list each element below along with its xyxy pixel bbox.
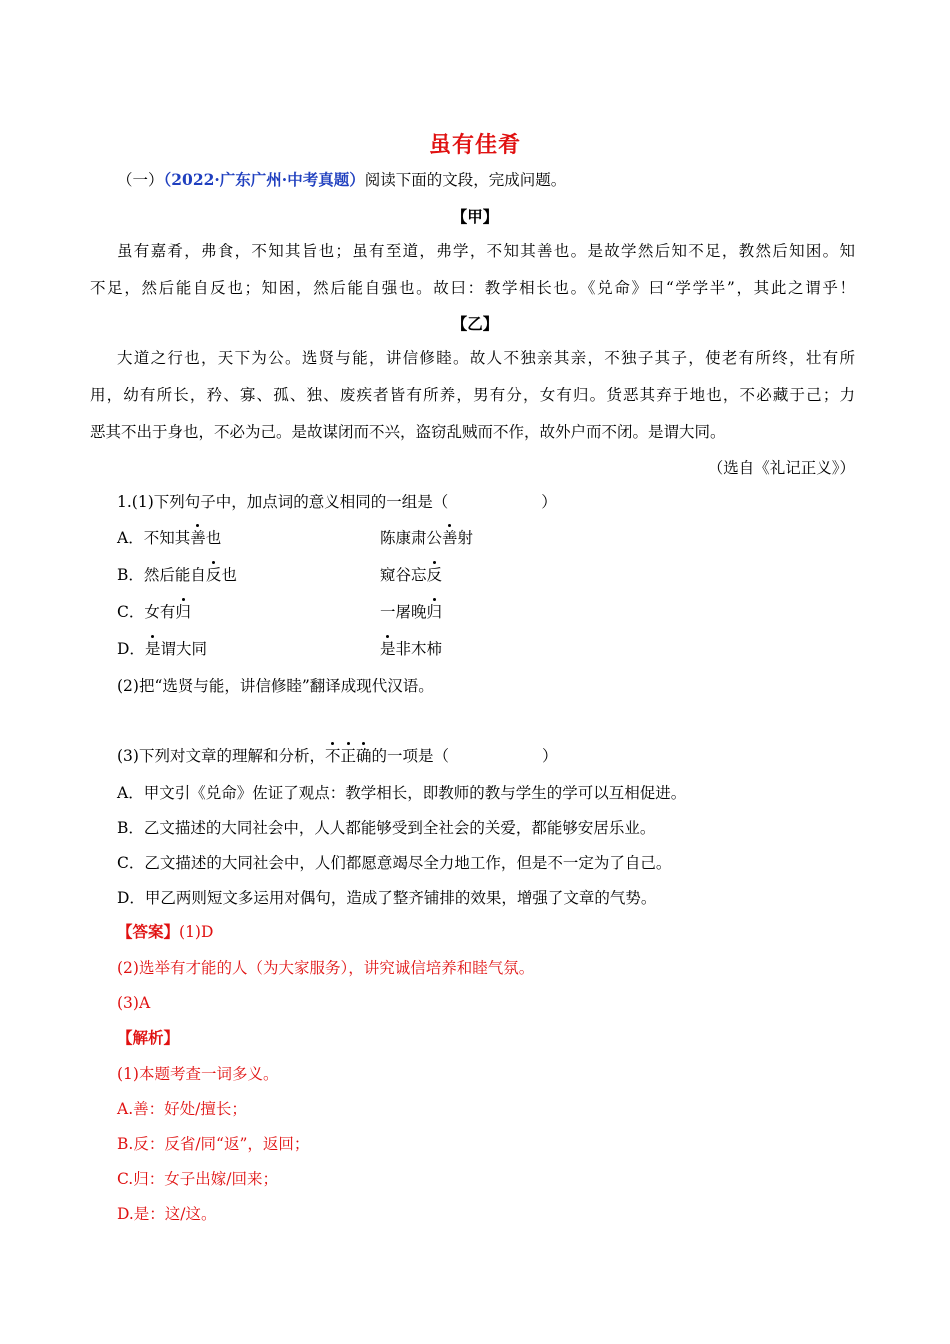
analysis-line: D.是：这/这。	[117, 1205, 217, 1223]
dotted-word: 善	[442, 529, 458, 547]
q3-option-b: B．乙文描述的大同社会中，人人都能够受到全社会的关爱，都能够安居乐业。	[117, 819, 656, 837]
option-c-compare	[380, 602, 442, 622]
dotted-word: 是	[144, 640, 161, 658]
yi-paragraph-line: 大道之行也，天下为公。选贤与能，讲信修睦。故人不独亲其亲，不独子其子，使老有所终，壮有所	[117, 349, 855, 367]
text-fragment: 也	[205, 529, 222, 547]
option-c	[117, 602, 191, 622]
text-fragment: 陈康肃公	[380, 529, 443, 547]
text-fragment: 非木柿	[395, 640, 443, 658]
answer-label: 【答案】	[117, 922, 180, 941]
dotted-word: 反	[205, 566, 222, 584]
text-fragment: D．	[117, 640, 145, 658]
analysis-line: A.善：好处/擅长；	[117, 1100, 247, 1118]
option-a-compare	[380, 528, 473, 548]
intro-text: 阅读下面的文段，完成问题。	[364, 171, 567, 189]
option-b	[117, 565, 237, 585]
page-title: 虽有佳肴	[428, 133, 521, 158]
jia-paragraph-line: 虽有嘉肴，弗食，不知其旨也；虽有至道，弗学，不知其善也。是故学然后知不足，教然后知困。知	[117, 242, 855, 260]
dotted-word: 善	[190, 529, 206, 547]
text-fragment: 窥谷忘	[380, 566, 427, 584]
dotted-word: 反	[426, 566, 443, 584]
q3-option-c: C．乙文描述的大同社会中，人们都愿意竭尽全力地工作，但是不一定为了自己。	[117, 854, 672, 872]
yi-paragraph-line: 用，幼有所长，矜、寡、孤、独、废疾者皆有所养，男有分，女有归。货恶其弃于地也，不必藏于己；力	[90, 386, 855, 404]
answer-2: (2)选举有才能的人（为大家服务），讲究诚信培养和睦气氛。	[117, 959, 535, 977]
text-fragment: 的一项是（ ）	[371, 747, 558, 765]
question-2-stem: (2)把“选贤与能，讲信修睦”翻译成现代汉语。	[117, 677, 434, 695]
text-fragment: 射	[457, 529, 474, 547]
dotted-word: 确	[356, 747, 372, 765]
dotted-word: 归	[175, 603, 191, 621]
text-fragment: A．不知其	[117, 529, 191, 547]
dotted-word: 不	[324, 747, 341, 765]
analysis-line: (1)本题考查一词多义。	[117, 1065, 279, 1083]
answer-3: (3)A	[117, 994, 151, 1012]
text-fragment: 一屠晚	[380, 603, 427, 621]
yi-source: （选自《礼记正义》）	[707, 459, 855, 477]
source-tag: （2022·广东广州·中考真题）	[163, 170, 365, 189]
option-a	[117, 528, 221, 548]
dotted-word: 正	[340, 747, 356, 765]
question-1-stem: 1.(1)下列句子中，加点词的意义相同的一组是（ ）	[117, 493, 557, 511]
question-3-stem	[117, 746, 558, 766]
text-fragment: B．然后能自	[117, 566, 206, 584]
option-d-compare	[380, 639, 442, 659]
analysis-line: C.归：女子出嫁/回来；	[117, 1170, 278, 1188]
q3-option-a: A．甲文引《兑命》佐证了观点：教学相长，即教师的教与学生的学可以互相促进。	[117, 784, 687, 802]
section-number: （一）	[117, 171, 164, 189]
jia-paragraph-line: 不足，然后能自反也；知困，然后能自强也。故曰：教学相长也。《兑命》曰“学学半”，其此之谓乎！	[90, 279, 855, 297]
dotted-word: 是	[380, 640, 396, 658]
text-fragment: 谓大同	[160, 640, 207, 658]
dotted-word: 归	[426, 603, 443, 621]
intro-line	[117, 170, 566, 190]
q3-option-d: D．甲乙两则短文多运用对偶句，造成了整齐铺排的效果，增强了文章的气势。	[117, 889, 657, 907]
answer-1: (1)D	[179, 923, 214, 941]
answer-line	[117, 922, 213, 942]
text-fragment: (3)下列对文章的理解和分析，	[117, 747, 325, 765]
yi-heading: 【乙】	[451, 314, 499, 333]
yi-paragraph-line: 恶其不出于身也，不必为己。是故谋闭而不兴，盗窃乱贼而不作，故外户而不闭。是谓大同。	[90, 423, 726, 441]
option-d	[117, 639, 207, 659]
jia-heading: 【甲】	[451, 207, 499, 226]
analysis-line: B.反：反省/同“返”，返回；	[117, 1135, 310, 1153]
analysis-label: 【解析】	[117, 1028, 180, 1047]
option-b-compare	[380, 565, 442, 585]
text-fragment: C．女有	[117, 603, 176, 621]
text-fragment: 也	[221, 566, 237, 584]
